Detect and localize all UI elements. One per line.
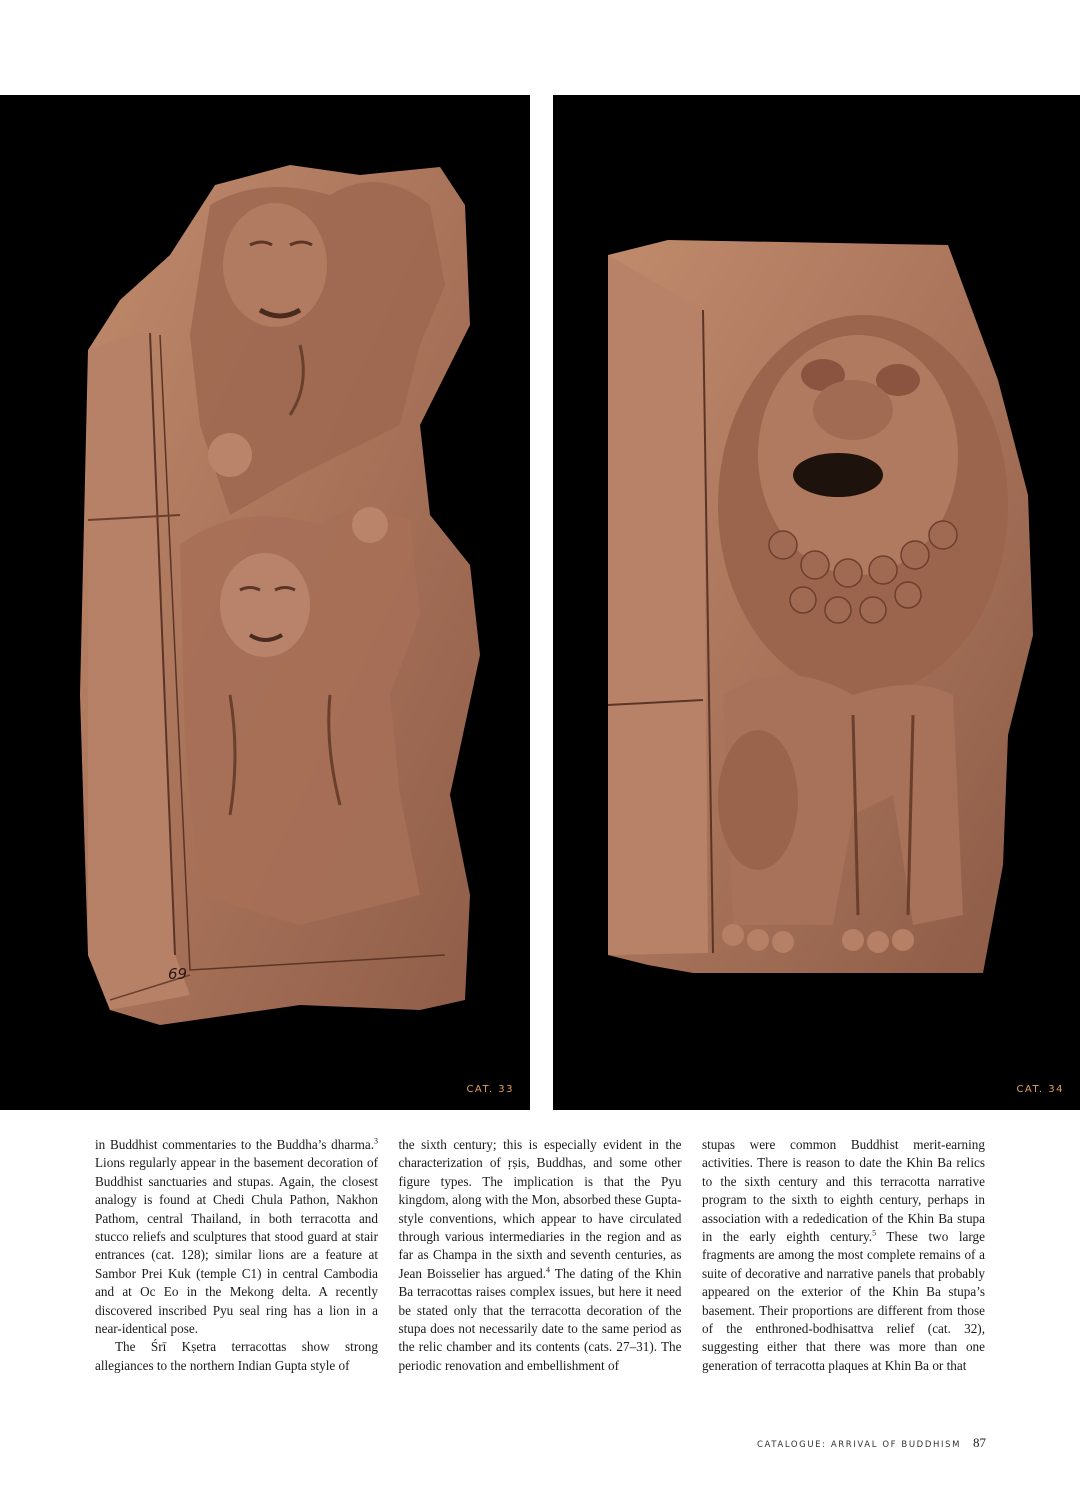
terracotta-lion-relief xyxy=(553,95,1080,1110)
section-title: CATALOGUE: ARRIVAL OF BUDDHISM xyxy=(756,1440,961,1450)
paragraph: the sixth century; this is especially evident in the characterization of ṛṣis, Buddhas, and some other figure types. The implication is that the Pyu kingdom, along with the Mon, absorbed these Gupta-style conventions, which appear to have circulated through various intermediaries in the region and as far as Champa in the sixth and seventh centuries, as Jean Boisselier has argued.$^4$ The dating of the Khin Ba terracottas raises complex issues, but here it need be stated only that the terracotta decoration of the stupa does not necessarily date to the same period as the relic chamber and its contents (cats. 27–31). The periodic renovation and embellishment of xyxy=(398,1137,682,1373)
text-column-1 xyxy=(95,1136,378,1375)
paragraph: in Buddhist commentaries to the Buddha’s dharma.$^3$ Lions regularly appear in the basement decoration of Buddhist sanctuaries and stupas. Again, the closest analogy is found at Chedi Chula Pathon, Nakhon Pathom, central Thailand, in both terracotta and stucco reliefs and sculptures that stood guard at stair entrances (cat. 128); similar lions are a feature at Sambor Prei Kuk (temple C1) in central Cambodia and at Oc Eo in the Mekong delta. A recently discovered inscribed Pyu seal ring has a lion in a near-identical pose. xyxy=(95,1136,378,1337)
paragraph: The Śrī Kṣetra terracottas show strong allegiances to the northern Indian Gupta style of xyxy=(95,1339,378,1373)
footnote-ref: 3 xyxy=(374,1136,378,1146)
body-text xyxy=(95,1136,985,1375)
text-column-2 xyxy=(399,1136,682,1375)
cat-34-label: CAT. 34 xyxy=(1016,1084,1064,1095)
footnote-ref: 5 xyxy=(872,1228,877,1238)
terracotta-ascetics-relief xyxy=(0,95,530,1110)
paragraph: stupas were common Buddhist merit-earning activities. There is reason to date the Khin Ba relics to the sixth century and this terracotta narrative program to the sixth to eighth century, perhaps in association with a rededication of the Khin Ba stupa in the early eighth century.$^5$ These two large fragments are among the most complete remains of a suite of decorative and narrative panels that probably appeared on the exterior of the Khin Ba stupa’s basement. Their proportions are different from those of the enthroned-bodhisattva relief (cat. 32), suggesting either that there was more than one generation of terracotta plaques at Khin Ba or that xyxy=(702,1137,985,1373)
image-cat-34 xyxy=(553,95,1080,1110)
footnote-ref: 4 xyxy=(546,1265,551,1275)
running-footer xyxy=(757,1435,986,1451)
text-column-3 xyxy=(702,1136,985,1375)
inventory-number-mark: 69 xyxy=(168,965,188,983)
page-number: 87 xyxy=(973,1435,986,1450)
cat-33-label: CAT. 33 xyxy=(466,1084,514,1095)
image-cat-33 xyxy=(0,95,530,1110)
